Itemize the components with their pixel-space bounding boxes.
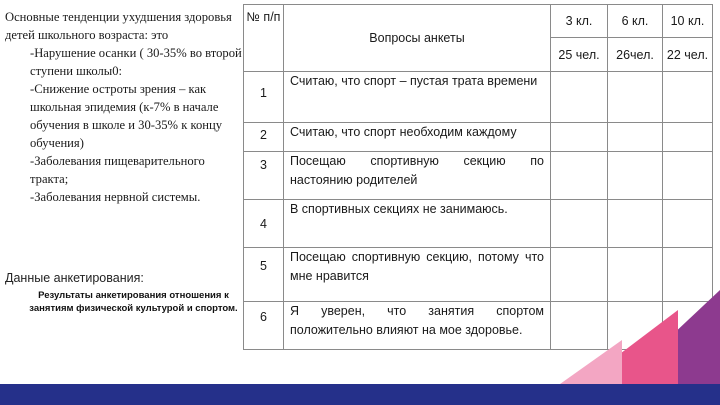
header-num: № п/п <box>244 5 284 72</box>
row-num: 3 <box>244 152 284 200</box>
answer-cell <box>551 200 608 248</box>
answer-cell <box>551 72 608 123</box>
answer-cell <box>551 123 608 152</box>
trend-nervous: -Заболевания нервной системы. <box>30 190 201 204</box>
header-grade-3: 3 кл. <box>551 5 608 38</box>
header-grade-6: 6 кл. <box>608 5 663 38</box>
answer-cell <box>663 152 713 200</box>
row-num: 1 <box>244 72 284 123</box>
answer-cell <box>608 152 663 200</box>
answer-cell <box>608 123 663 152</box>
trend-posture: -Нарушение осанки ( 30-35% во второй ступени школы0: <box>30 46 242 78</box>
header-question: Вопросы анкеты <box>284 5 551 72</box>
trends-intro: Основные тенденции ухудшения здоровья детей школьного возраста: это <box>5 10 232 42</box>
answer-cell <box>663 123 713 152</box>
table-row <box>244 152 713 200</box>
answer-cell <box>663 200 713 248</box>
row-num: 6 <box>244 302 284 350</box>
header-grade-10: 10 кл. <box>663 5 713 38</box>
answer-cell <box>551 152 608 200</box>
table-row <box>244 72 713 123</box>
survey-subtitle: Результаты анкетирования отношения к занятиям физической культурой и спортом. <box>29 290 238 314</box>
count-grade-10: 22 чел. <box>663 38 713 72</box>
decorative-triangles <box>560 290 720 384</box>
trend-digestive: -Заболевания пищеварительного тракта; <box>30 154 205 186</box>
row-question: Считаю, что спорт необходим каждому <box>284 123 551 152</box>
row-num: 2 <box>244 123 284 152</box>
row-num: 5 <box>244 248 284 302</box>
footer-bar <box>0 384 720 405</box>
trend-vision: -Снижение остроты зрения – как школьная эпидемия (к-7% в начале обучения в школе и 30-35% к концу обучения) <box>30 82 223 150</box>
answer-cell <box>608 72 663 123</box>
answer-cell <box>608 200 663 248</box>
row-question: В спортивных секциях не занимаюсь. <box>284 200 551 248</box>
row-question: Считаю, что спорт – пустая трата времени <box>284 72 551 123</box>
survey-label: Данные анкетирования: <box>5 271 144 285</box>
trends-text <box>5 8 243 206</box>
light-pink-triangle <box>560 340 622 384</box>
table-header-row <box>244 5 713 38</box>
table-row <box>244 200 713 248</box>
row-question: Посещаю спортивную секцию, потому что мне нравится <box>284 248 551 302</box>
row-question: Я уверен, что занятия спортом положительно влияют на мое здоровье. <box>284 302 551 350</box>
answer-cell <box>663 72 713 123</box>
count-grade-6: 26чел. <box>608 38 663 72</box>
count-grade-3: 25 чел. <box>551 38 608 72</box>
row-num: 4 <box>244 200 284 248</box>
table-row <box>244 123 713 152</box>
row-question: Посещаю спортивную секцию по настоянию родителей <box>284 152 551 200</box>
